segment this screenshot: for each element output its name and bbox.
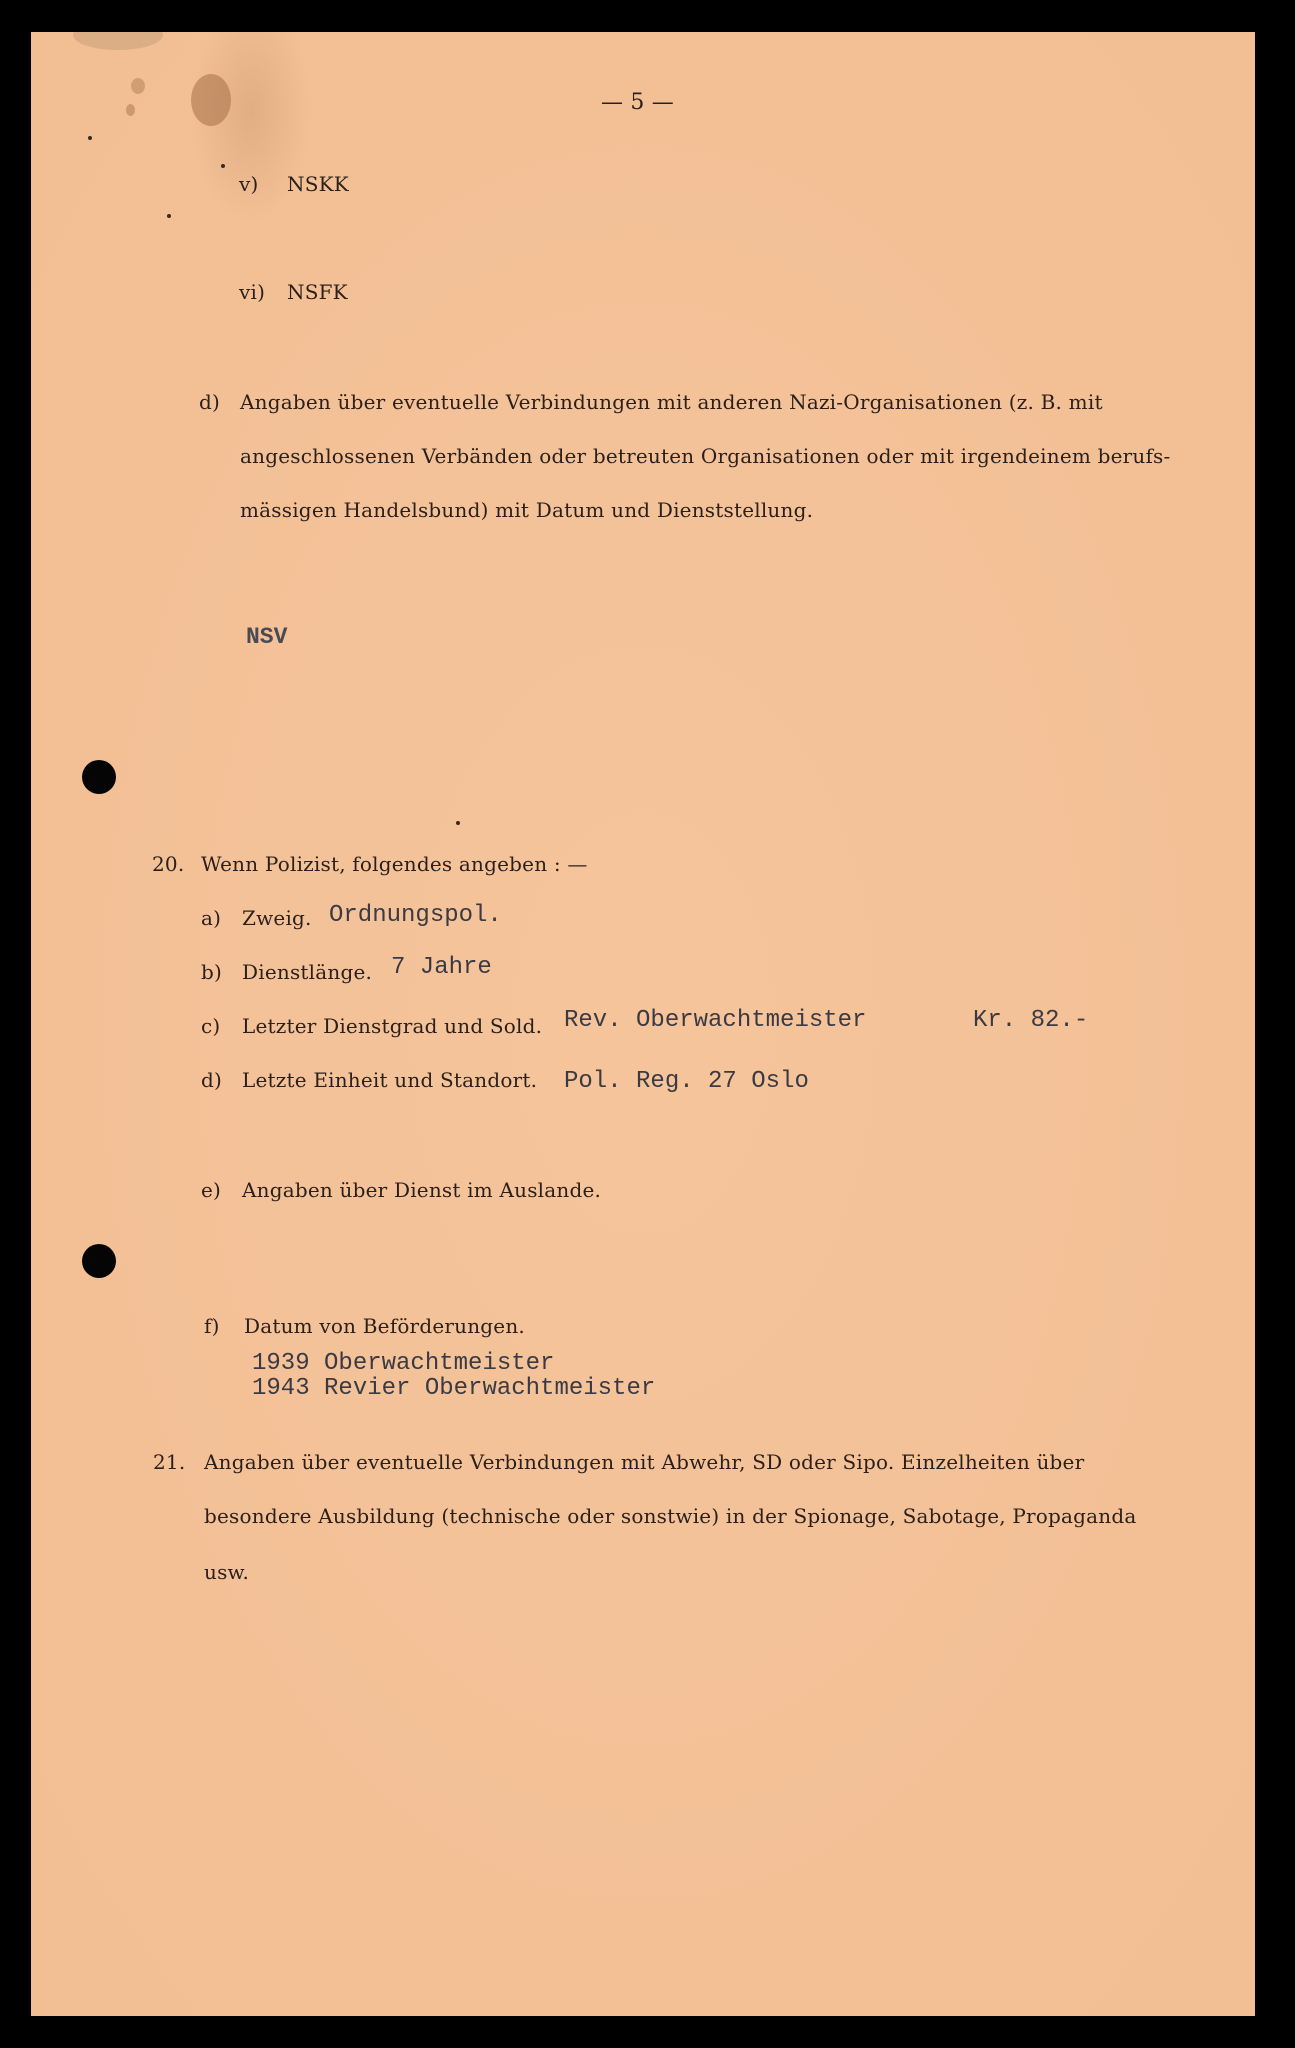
item-d-orgs-label: d) [199,390,221,414]
q20-f-answer-line-2: 1943 Revier Oberwachtmeister [252,1375,656,1402]
q20-b-text: Dienstlänge. [242,960,373,984]
q20-b-label: b) [201,960,223,984]
item-d-orgs-answer: NSV [246,624,288,650]
document-page [31,32,1255,2016]
q20-c-answer-pay: Kr. 82.- [973,1007,1089,1034]
q20-a-text: Zweig. [242,906,312,930]
item-vi-text: NSFK [287,280,348,304]
q20-e-text: Angaben über Dienst im Auslande. [242,1178,602,1202]
q20-c-text: Letzter Dienstgrad und Sold. [242,1014,543,1038]
punch-hole [82,1244,116,1278]
item-v-label: v) [239,172,259,196]
paper-stain [126,104,135,116]
page-number: — 5 — [601,90,674,115]
q20-c-answer: Rev. Oberwachtmeister [564,1007,867,1034]
item-vi-label: vi) [239,280,266,304]
q20-d-label: d) [201,1068,223,1092]
paper-speck [456,821,460,825]
q20-d-text: Letzte Einheit und Standort. [242,1068,538,1092]
q21-line-2: besondere Ausbildung (technische oder sonstwie) in der Spionage, Sabotage, Propaganda [204,1504,1137,1528]
paper-stain [131,78,145,94]
q21-line-3: usw. [204,1560,250,1584]
q20-e-label: e) [201,1178,222,1202]
paper-speck [88,136,92,140]
paper-speck [167,214,171,218]
item-d-orgs-line-1: Angaben über eventuelle Verbindungen mit anderen Nazi-Organisationen (z. B. mit [240,390,1103,414]
q21-number: 21. [153,1450,186,1474]
paper-speck [221,164,225,168]
item-d-orgs-line-3: mässigen Handelsbund) mit Datum und Dienststellung. [240,498,814,522]
q20-f-label: f) [204,1314,220,1338]
q20-f-answer-line-1: 1939 Oberwachtmeister [252,1350,555,1377]
paper-stain [191,74,231,126]
item-v-text: NSKK [287,172,349,196]
q20-f-text: Datum von Beförderungen. [244,1314,525,1338]
paper-stain [73,32,163,50]
q20-c-label: c) [201,1014,221,1038]
q20-number: 20. [152,852,185,876]
q20-b-answer: 7 Jahre [391,954,492,981]
q20-a-answer: Ordnungspol. [329,902,502,929]
item-d-orgs-line-2: angeschlossenen Verbänden oder betreuten Organisationen oder mit irgendeinem berufs- [240,444,1171,468]
q20-text: Wenn Polizist, folgendes angeben : — [201,852,588,876]
q20-d-answer: Pol. Reg. 27 Oslo [564,1068,809,1095]
q20-a-label: a) [201,906,222,930]
punch-hole [82,760,116,794]
q21-line-1: Angaben über eventuelle Verbindungen mit Abwehr, SD oder Sipo. Einzelheiten über [204,1450,1085,1474]
